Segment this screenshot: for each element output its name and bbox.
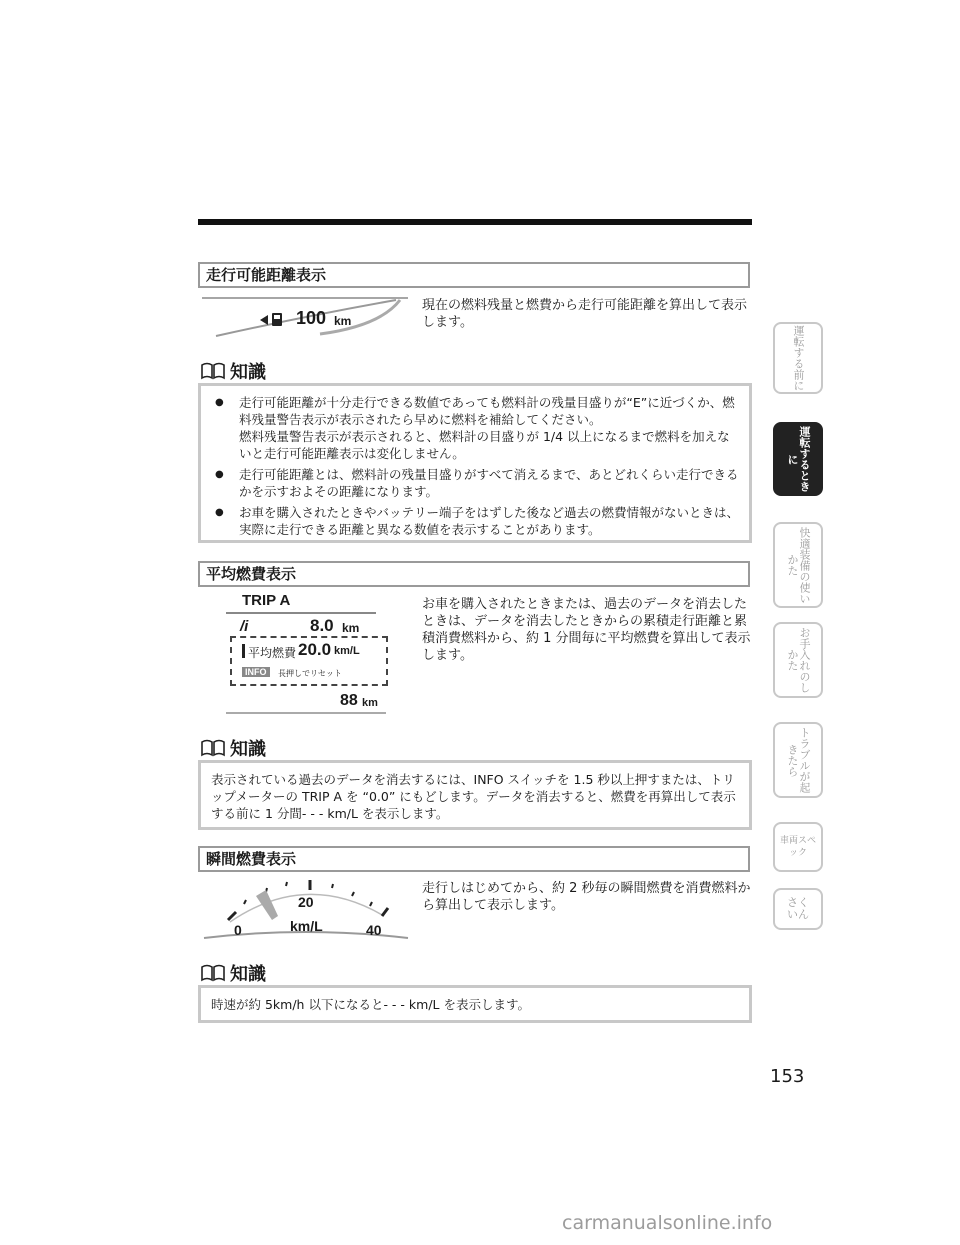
tab-label: 快適装備の使いかた — [786, 526, 811, 604]
knowledge-item — [211, 466, 739, 500]
divider — [226, 612, 376, 614]
knowledge-item-text-2: 燃料残量警告表示が表示されると、燃料計の目盛りが 1/4 以上になるまで燃料を加えないと走行可能距離表示は変化しません。 — [239, 429, 730, 461]
avg-range-value: 88 — [340, 692, 358, 709]
tab-specifications[interactable] — [773, 822, 823, 872]
tab-while-driving[interactable] — [773, 422, 823, 496]
knowledge-item-text-4: お車を購入されたときやバッテリー端子をはずした後など過去の燃費情報がないときは、実際に走行できる距離と異なる数値を表示することがあります。 — [239, 505, 740, 537]
divider — [226, 712, 386, 714]
book-icon — [200, 738, 226, 758]
page-number: 153 — [770, 1066, 805, 1087]
avg-label: 平均燃費 — [248, 646, 297, 660]
knowledge-text-3: 時速が約 5km/h 以下になると- - - km/L を表示します。 — [211, 997, 530, 1012]
knowledge-box-2 — [198, 760, 752, 830]
tab-label: トラブルが起きたら — [786, 727, 811, 793]
tab-label: お手入れのしかた — [786, 627, 811, 693]
tab-label: さくいん — [787, 896, 809, 921]
tab-index[interactable] — [773, 888, 823, 930]
knowledge-text-2: 表示されている過去のデータを消去するには、INFO スイッチを 1.5 秒以上押すまたは、トリップメーターの TRIP A を “0.0” にもどします。データを消去すると、燃費を再算出して表示する前に 1 分間- - - km/L を表示します。 — [211, 772, 736, 821]
range-value: 100 — [296, 308, 327, 328]
gauge-mid: 20 — [298, 894, 314, 910]
info-hint: 長押しでリセット — [278, 669, 342, 678]
trip-icon: /i — [240, 618, 249, 635]
range-description: 現在の燃料残量と燃費から走行可能距離を算出して表示します。 — [422, 298, 748, 330]
tab-maintenance[interactable] — [773, 622, 823, 698]
info-badge: INFO — [242, 667, 270, 677]
range-display-illustration — [200, 296, 412, 340]
knowledge-heading-3 — [200, 960, 266, 986]
section-heading-average: 平均燃費表示 — [198, 561, 750, 587]
knowledge-item — [211, 504, 739, 538]
knowledge-item-text-3: 走行可能距離とは、燃料計の残量目盛りがすべて消えるまで、あとどれくらい走行できるかを示すおよその距離になります。 — [239, 467, 739, 499]
knowledge-heading-1 — [200, 358, 266, 384]
knowledge-box-3 — [198, 985, 752, 1023]
knowledge-box-1 — [198, 383, 752, 543]
tab-before-driving[interactable] — [773, 322, 823, 394]
gauge-unit: km/L — [290, 918, 323, 934]
knowledge-title-1: 知識 — [230, 362, 266, 383]
trip-label: TRIP A — [242, 592, 291, 609]
avg-range-unit: km — [362, 697, 378, 709]
trip-unit: km — [342, 621, 360, 635]
cursor-bar — [242, 644, 245, 658]
knowledge-heading-2 — [200, 735, 266, 761]
tab-label: 運転する前に — [792, 325, 805, 391]
knowledge-title-2: 知識 — [230, 739, 266, 760]
section-heading-range: 走行可能距離表示 — [198, 262, 750, 288]
watermark: carmanualsonline.info — [562, 1212, 773, 1234]
tab-label: 車両スペック — [779, 836, 816, 858]
trip-distance: 8.0 — [310, 616, 334, 635]
avg-unit: km/L — [334, 645, 360, 657]
instant-description: 走行しはじめてから、約 2 秒毎の瞬間燃費を消費燃料から算出して表示します。 — [422, 881, 751, 913]
instant-gauge-illustration — [200, 876, 412, 942]
section-heading-instant: 瞬間燃費表示 — [198, 846, 750, 872]
tab-comfort-features[interactable] — [773, 522, 823, 608]
knowledge-item — [211, 394, 739, 462]
top-rule — [198, 219, 752, 225]
knowledge-title-3: 知識 — [230, 964, 266, 985]
tab-label: 運転するときに — [786, 426, 811, 492]
book-icon — [200, 963, 226, 983]
tab-troubleshooting[interactable] — [773, 722, 823, 798]
average-description: お車を購入されたときまたは、過去のデータを消去したときは、データを消去したときからの累積走行距離と累積消費燃料から、約 1 分間毎に平均燃費を算出して表示します。 — [422, 597, 751, 663]
knowledge-item-text-1: 走行可能距離が十分走行できる数値であっても燃料計の残量目盛りが“E”に近づくか、燃料残量警告表示が表示されたら早めに燃料を補給してください。 — [239, 395, 735, 427]
range-unit: km — [334, 314, 352, 328]
gauge-min: 0 — [234, 922, 242, 938]
avg-value: 20.0 — [298, 640, 332, 659]
trip-display-illustration — [226, 592, 394, 716]
book-icon — [200, 361, 226, 381]
gauge-max: 40 — [366, 922, 382, 938]
